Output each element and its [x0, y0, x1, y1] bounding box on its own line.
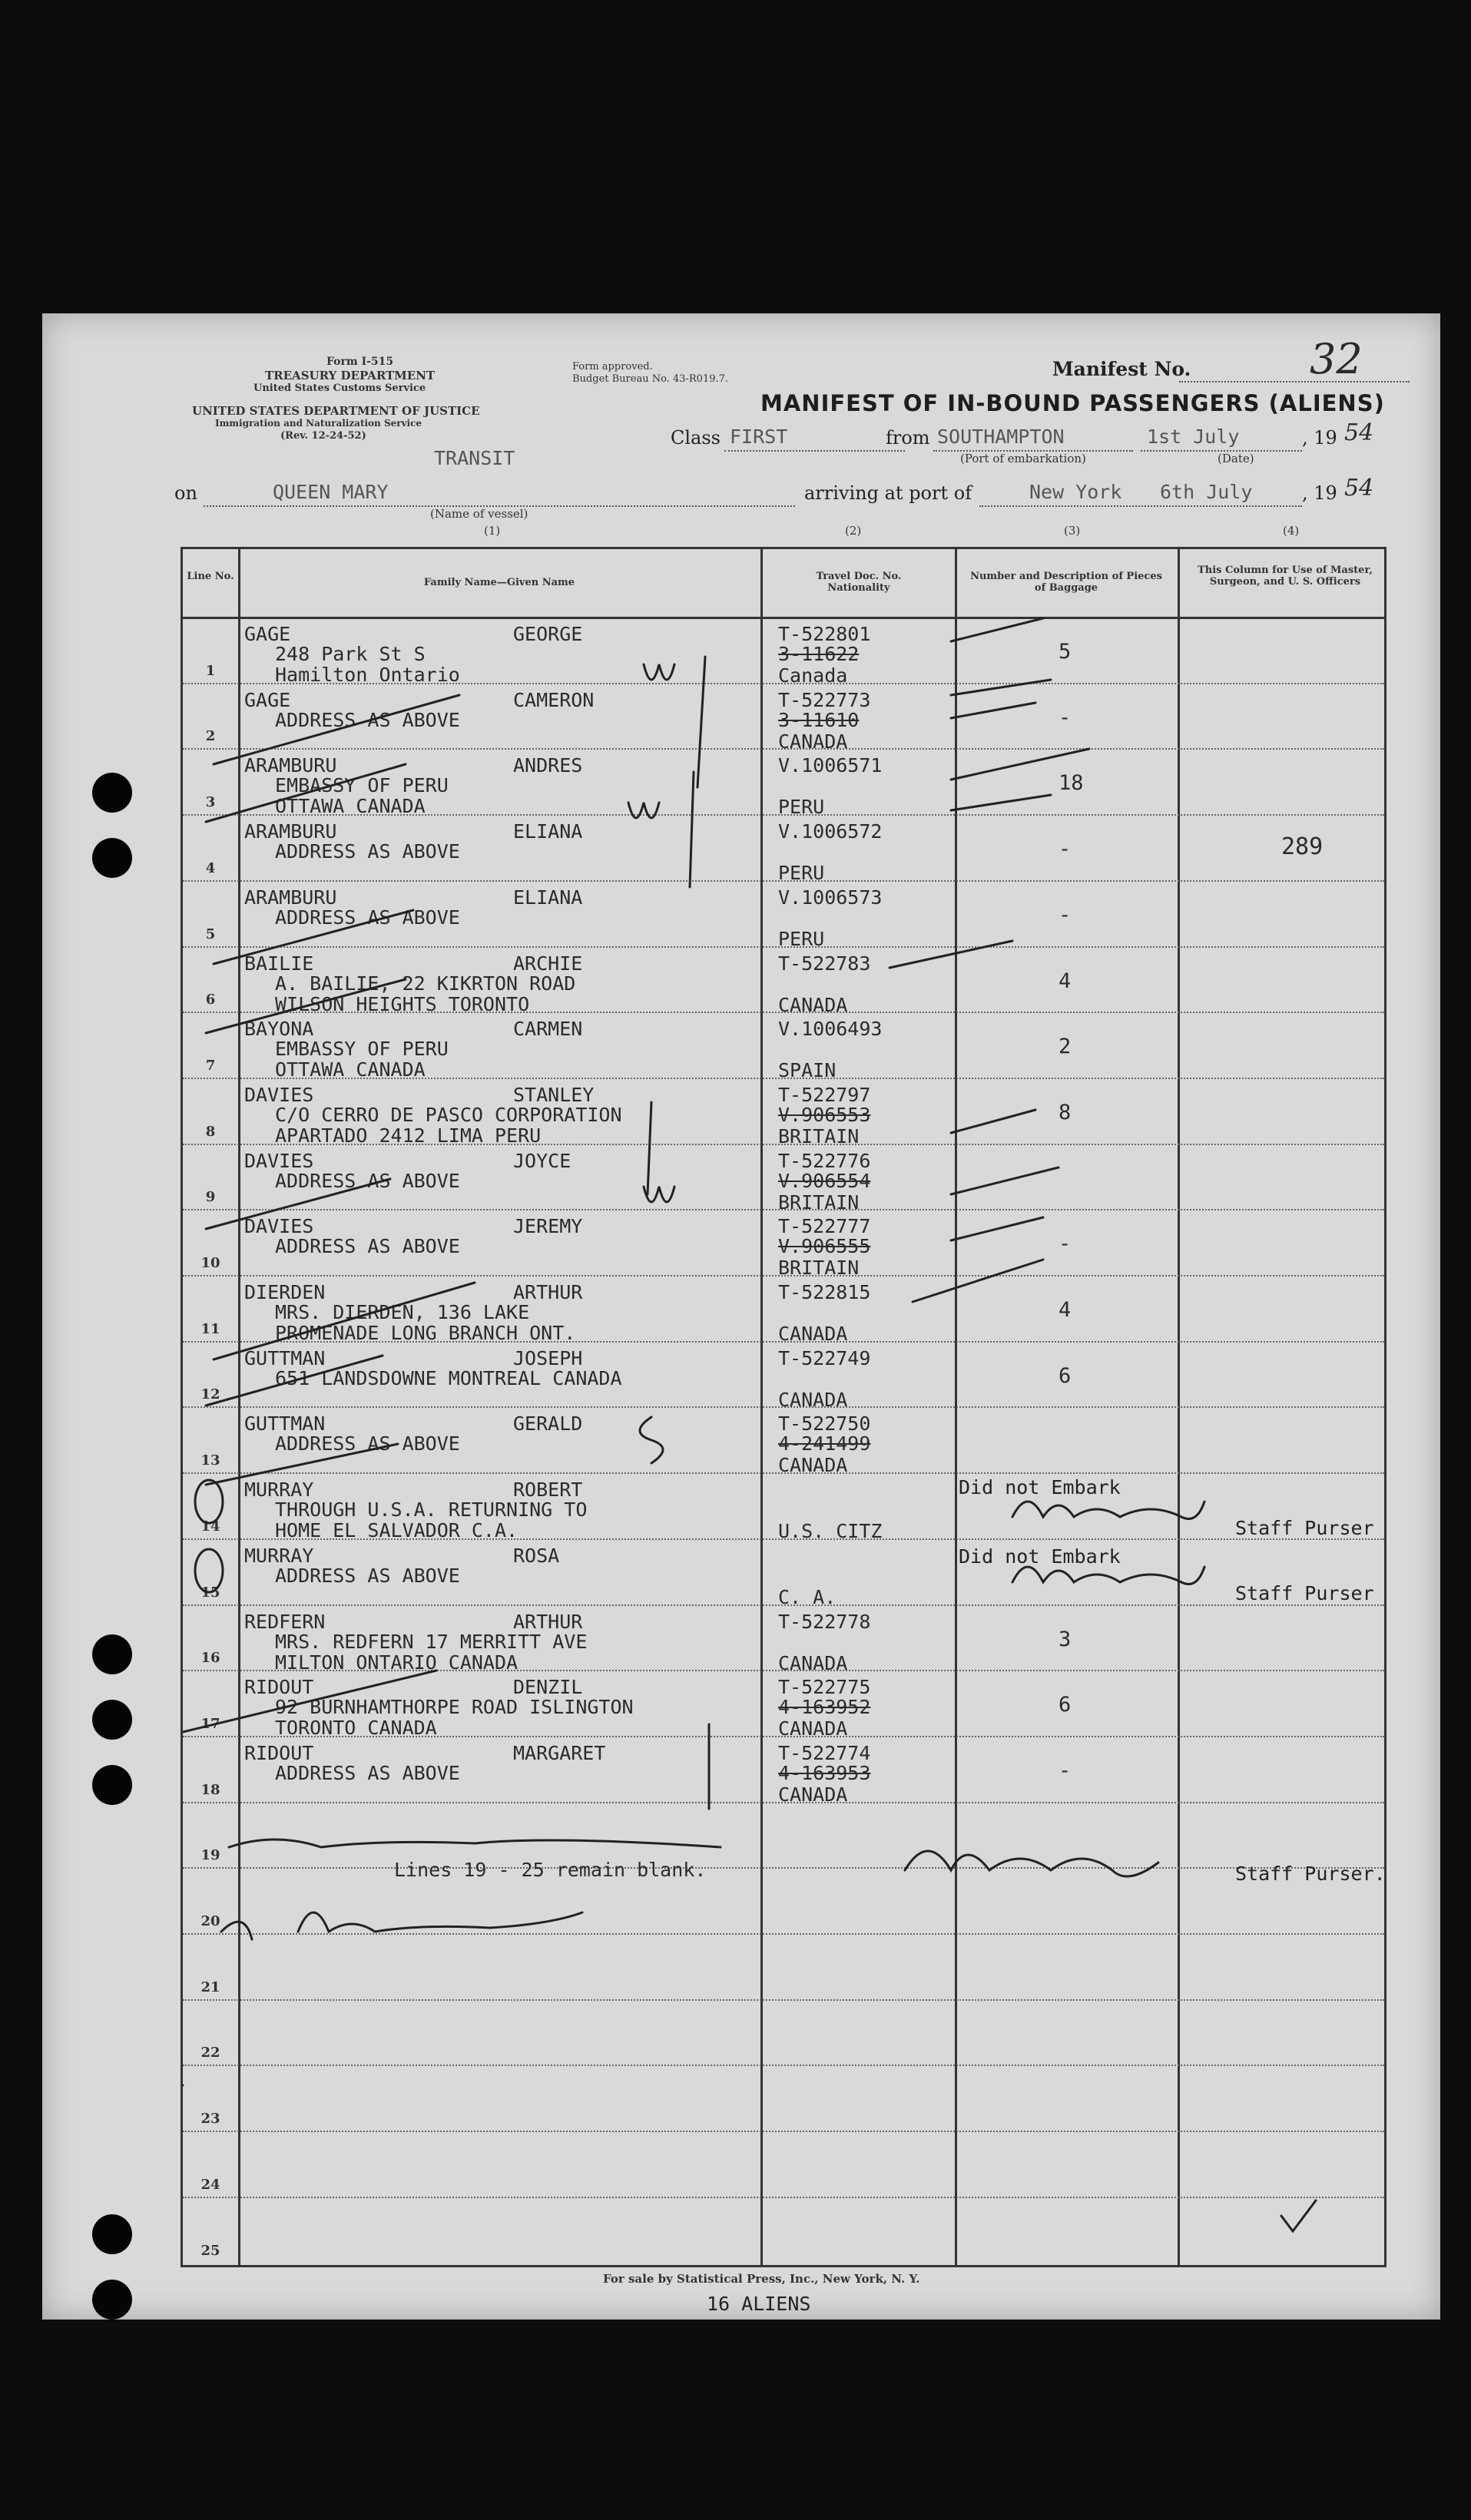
family-name: GUTTMAN — [244, 1412, 326, 1436]
baggage-count: - — [1059, 1232, 1072, 1257]
travel-doc-number: T-522797 — [778, 1083, 871, 1106]
travel-doc-number: T-522774 — [778, 1741, 871, 1764]
handwriting-overlay — [183, 549, 1389, 2270]
baggage-count: 8 — [1059, 1100, 1072, 1124]
vessel-caption: (Name of vessel) — [430, 507, 528, 521]
given-name: ARCHIE — [513, 952, 583, 975]
baggage-tick — [890, 941, 1012, 968]
line-number: 10 — [200, 1255, 220, 1271]
year-from: 54 — [1344, 419, 1374, 446]
header-baggage: Number and Description of Pieces of Baggage — [970, 571, 1162, 594]
address-line: APARTADO 2412 LIMA PERU — [275, 1124, 542, 1147]
nationality: CANADA — [778, 1388, 848, 1411]
staff-purser-label: Staff Purser — [1235, 1517, 1374, 1539]
travel-doc-number: V.1006572 — [778, 820, 883, 843]
signature-thomas — [221, 1912, 582, 1939]
family-name: GUTTMAN — [244, 1346, 326, 1369]
baggage-tick — [951, 703, 1035, 718]
family-name: REDFERN — [244, 1610, 326, 1633]
family-name: BAILIE — [244, 952, 314, 975]
line-number: 2 — [205, 728, 216, 745]
arriving-port: New York — [1029, 481, 1122, 503]
line-number: 7 — [205, 1057, 216, 1074]
address-line: ADDRESS AS ABOVE — [275, 1564, 460, 1587]
travel-doc-secondary: 3-11610 — [778, 708, 860, 731]
given-name: ANDRES — [513, 754, 583, 777]
vertical-stroke — [648, 1102, 651, 1194]
address-line: 248 Park St S — [275, 643, 426, 665]
binder-hole — [92, 1700, 132, 1740]
address-line: THROUGH U.S.A. RETURNING TO — [275, 1498, 588, 1522]
travel-doc-number: T-522775 — [778, 1676, 871, 1699]
address-line: ADDRESS AS ABOVE — [275, 1235, 460, 1258]
travel-doc-number: T-522815 — [778, 1281, 871, 1303]
address-line: Hamilton Ontario — [275, 664, 460, 686]
family-name: MURRAY — [244, 1544, 314, 1567]
tick-stroke — [206, 979, 406, 1033]
given-name: ARTHUR — [513, 1610, 583, 1633]
staff-purser-label: Staff Purser. — [1235, 1863, 1386, 1885]
tick-stroke — [214, 1283, 475, 1359]
address-line: C/O CERRO DE PASCO CORPORATION — [275, 1103, 622, 1126]
header-line-no: Line No. — [187, 571, 234, 582]
line-number: 24 — [200, 2176, 220, 2193]
given-name: STANLEY — [513, 1083, 595, 1106]
form-approved: Form approved. — [572, 361, 653, 373]
travel-doc-number: V.1006493 — [778, 1018, 883, 1041]
signature-bellamy — [1012, 1502, 1204, 1519]
vertical-stroke — [697, 657, 705, 787]
did-not-embark-stamp: Did not Embark — [959, 1476, 1121, 1498]
baggage-tick — [951, 680, 1051, 695]
handwritten-note — [229, 1840, 721, 1847]
baggage-count: 6 — [1059, 1693, 1072, 1717]
travel-doc-number: T-522801 — [778, 623, 871, 645]
tick-stroke — [206, 1444, 398, 1485]
travel-doc-number: T-522749 — [778, 1346, 871, 1369]
given-name: ELIANA — [513, 886, 583, 909]
from-label: from — [886, 427, 930, 449]
tick-stroke — [206, 1356, 383, 1406]
address-line: PROMENADE LONG BRANCH ONT. — [275, 1322, 576, 1344]
line-number: 4 — [205, 859, 216, 876]
justice-dept: UNITED STATES DEPARTMENT OF JUSTICE — [192, 404, 480, 418]
line-number: 12 — [200, 1386, 220, 1403]
check-mark — [1281, 2200, 1316, 2231]
transit-note: TRANSIT — [434, 447, 515, 469]
family-name: GAGE — [244, 688, 291, 711]
form-revision: (Rev. 12-24-52) — [280, 430, 366, 442]
staff-purser-label: Staff Purser — [1235, 1582, 1374, 1604]
line-number: 14 — [200, 1518, 220, 1535]
signature-bellamy — [1012, 1567, 1204, 1585]
travel-doc-number: V.1006573 — [778, 886, 883, 909]
line-number: 22 — [200, 2045, 220, 2061]
baggage-count: 5 — [1059, 640, 1072, 664]
initial-w — [628, 803, 659, 818]
passenger-table — [181, 547, 1387, 2267]
line-number: 3 — [205, 794, 216, 811]
address-line: MILTON ONTARIO CANADA — [275, 1651, 518, 1674]
baggage-count: - — [1059, 902, 1072, 927]
address-line: ADDRESS AS ABOVE — [275, 1169, 460, 1192]
signature-bellamy — [905, 1851, 1158, 1876]
line-number: 9 — [205, 1189, 216, 1206]
circle-mark — [195, 1480, 223, 1523]
line-number: 13 — [200, 1452, 220, 1469]
travel-doc-secondary: 4-241499 — [778, 1432, 871, 1455]
line-number: 8 — [205, 1123, 216, 1140]
lines-blank-note: Lines 19 - 25 remain blank. — [394, 1859, 707, 1881]
address-line: EMBASSY OF PERU — [275, 774, 449, 797]
baggage-tick — [951, 618, 1043, 641]
nationality: CANADA — [778, 1454, 848, 1477]
address-line: OTTAWA CANADA — [275, 1058, 426, 1081]
nationality: BRITAIN — [778, 1190, 860, 1214]
travel-doc-secondary: 4-163952 — [778, 1696, 871, 1719]
address-line: HOME EL SALVADOR C.A. — [275, 1519, 518, 1542]
address-line: ADDRESS AS ABOVE — [275, 708, 460, 731]
line-number: 23 — [200, 2111, 220, 2128]
line-number: 15 — [200, 1584, 220, 1601]
travel-doc-number: T-522773 — [778, 688, 871, 711]
baggage-tick — [951, 749, 1089, 780]
baggage-tick — [951, 795, 1051, 810]
col-number-3: (3) — [1064, 524, 1081, 538]
family-name: DAVIES — [244, 1215, 314, 1238]
col-number-4: (4) — [1283, 524, 1300, 538]
class-line — [724, 450, 905, 452]
nationality: CANADA — [778, 730, 848, 753]
footer-alien-count: 16 ALIENS — [707, 2293, 811, 2315]
family-name: RIDOUT — [244, 1741, 314, 1764]
binder-hole — [92, 1765, 132, 1805]
manifest-title: MANIFEST OF IN-BOUND PASSENGERS (ALIENS) — [760, 390, 1385, 416]
manifest-label: Manifest No. — [1052, 358, 1191, 380]
nationality: CANADA — [778, 1323, 848, 1345]
nationality: CANADA — [778, 1783, 848, 1806]
given-name: DENZIL — [513, 1676, 583, 1699]
header-travel-doc: Travel Doc. No. Nationality — [816, 571, 902, 594]
arriving-label: arriving at port of — [804, 482, 972, 504]
baggage-count: - — [1059, 1758, 1072, 1783]
nationality: PERU — [778, 862, 825, 885]
baggage-count: - — [1059, 705, 1072, 730]
line-number: 1 — [205, 662, 216, 679]
address-line: 92 BURNHAMTHORPE ROAD ISLINGTON — [275, 1696, 634, 1719]
tick-stroke — [183, 1671, 436, 1732]
ins: Immigration and Naturalization Service — [215, 418, 422, 429]
address-line: A. BAILIE, 22 KIKRTON ROAD — [275, 972, 576, 995]
given-name: JOSEPH — [513, 1346, 583, 1369]
officer-note: 289 — [1281, 833, 1324, 860]
nationality: PERU — [778, 796, 825, 819]
line-number: 18 — [200, 1781, 220, 1798]
travel-doc-secondary: 4-163953 — [778, 1761, 871, 1784]
year-to: 54 — [1344, 475, 1374, 502]
line-number: 11 — [200, 1320, 220, 1337]
address-line: EMBASSY OF PERU — [275, 1038, 449, 1061]
line-number: 5 — [205, 926, 216, 942]
travel-doc-secondary: V.906555 — [778, 1235, 871, 1258]
binder-hole — [92, 773, 132, 813]
baggage-count: 18 — [1059, 771, 1084, 796]
given-name: JOYCE — [513, 1149, 572, 1172]
nationality: BRITAIN — [778, 1124, 860, 1147]
travel-doc-number: T-522777 — [778, 1215, 871, 1238]
address-line: OTTAWA CANADA — [275, 795, 426, 818]
baggage-tick — [913, 1260, 1043, 1302]
address-line: ADDRESS AS ABOVE — [275, 1761, 460, 1784]
given-name: ROBERT — [513, 1479, 583, 1502]
address-line: ADDRESS AS ABOVE — [275, 1432, 460, 1455]
family-name: RIDOUT — [244, 1676, 314, 1699]
family-name: MURRAY — [244, 1479, 314, 1502]
nationality: BRITAIN — [778, 1257, 860, 1280]
family-name: ARAMBURU — [244, 886, 337, 909]
family-name: BAYONA — [244, 1018, 314, 1041]
address-line: MRS. DIERDEN, 136 LAKE — [275, 1301, 530, 1323]
address-line: ADDRESS AS ABOVE — [275, 906, 460, 929]
nationality: SPAIN — [778, 1059, 837, 1082]
vessel-name: QUEEN MARY — [273, 481, 389, 503]
travel-doc-secondary: 3-11622 — [778, 643, 860, 665]
given-name: GEORGE — [513, 623, 583, 645]
header-name: Family Name—Given Name — [423, 577, 575, 588]
year-label: , 19 — [1302, 427, 1337, 449]
line-number: 21 — [200, 1979, 220, 1995]
line-number: 17 — [200, 1715, 220, 1732]
address-line: WILSON HEIGHTS TORONTO — [275, 992, 530, 1015]
from-value: SOUTHAMPTON — [937, 426, 1065, 448]
form-number: Form I-515 — [326, 356, 394, 368]
line-number: 19 — [200, 1847, 220, 1864]
address-line: TORONTO CANADA — [275, 1717, 437, 1740]
header-officers: This Column for Use of Master, Surgeon, and U. S. Officers — [1198, 565, 1373, 588]
baggage-tick — [951, 1217, 1043, 1240]
travel-doc-number: T-522778 — [778, 1610, 871, 1633]
baggage-count: 2 — [1059, 1035, 1072, 1059]
travel-doc-number: T-522783 — [778, 952, 871, 975]
family-name: GAGE — [244, 623, 291, 645]
date-caption: (Date) — [1218, 452, 1254, 465]
given-name: MARGARET — [513, 1741, 606, 1764]
nationality: CANADA — [778, 1651, 848, 1674]
year-label-2: , 19 — [1302, 482, 1337, 504]
port-caption: (Port of embarkation) — [960, 452, 1086, 465]
customs-service: United States Customs Service — [253, 382, 426, 394]
manifest-number: 32 — [1310, 335, 1363, 383]
travel-doc-number: T-522776 — [778, 1149, 871, 1172]
address-line: 651 LANDSDOWNE MONTREAL CANADA — [275, 1366, 622, 1389]
family-name: DAVIES — [244, 1083, 314, 1106]
binder-hole — [92, 2214, 132, 2254]
given-name: ELIANA — [513, 820, 583, 843]
initial-s — [640, 1417, 663, 1463]
nationality: PERU — [778, 927, 825, 950]
family-name: ARAMBURU — [244, 820, 337, 843]
col-number-1: (1) — [484, 524, 501, 538]
arriving-line — [979, 505, 1302, 507]
travel-doc-number: T-522750 — [778, 1412, 871, 1436]
family-name: DAVIES — [244, 1149, 314, 1172]
family-name: ARAMBURU — [244, 754, 337, 777]
initial-w — [644, 664, 674, 680]
col-number-2: (2) — [845, 524, 862, 538]
class-label: Class — [671, 427, 721, 449]
on-label: on — [174, 482, 197, 504]
line-number: 6 — [205, 992, 216, 1008]
manifest-no-line — [1179, 381, 1410, 382]
binder-hole — [92, 838, 132, 878]
given-name: CAMERON — [513, 688, 595, 711]
given-name: ARTHUR — [513, 1281, 583, 1303]
baggage-count: - — [1059, 837, 1072, 862]
arriving-date: 6th July — [1160, 481, 1253, 503]
given-name: CARMEN — [513, 1018, 583, 1041]
baggage-tick — [951, 1167, 1059, 1194]
nationality: C. A. — [778, 1585, 837, 1608]
baggage-count: 4 — [1059, 1298, 1072, 1322]
address-line: ADDRESS AS ABOVE — [275, 840, 460, 863]
class-value: FIRST — [730, 426, 788, 448]
treasury-dept: TREASURY DEPARTMENT — [265, 369, 436, 382]
binder-hole — [92, 1634, 132, 1674]
line-number: 16 — [200, 1650, 220, 1667]
line-number: 25 — [200, 2242, 220, 2259]
footer-printer: For sale by Statistical Press, Inc., New York, N. Y. — [603, 2272, 920, 2286]
line-number: 20 — [200, 1913, 220, 1929]
given-name: GERALD — [513, 1412, 583, 1436]
travel-doc-secondary: V.906553 — [778, 1103, 871, 1126]
baggage-tick — [951, 1110, 1035, 1133]
tick-stroke — [206, 1179, 390, 1229]
vertical-stroke — [690, 772, 694, 887]
travel-doc-number: V.1006571 — [778, 754, 883, 777]
address-line: MRS. REDFERN 17 MERRITT AVE — [275, 1630, 588, 1653]
travel-doc-secondary: V.906554 — [778, 1169, 871, 1192]
family-name: DIERDEN — [244, 1281, 326, 1303]
circle-mark — [195, 1549, 223, 1592]
tick-stroke — [206, 764, 406, 822]
nationality: U.S. CITZ — [778, 1520, 883, 1543]
baggage-count: 6 — [1059, 1363, 1072, 1388]
date-from: 1st July — [1147, 426, 1240, 448]
budget-bureau: Budget Bureau No. 43-R019.7. — [572, 373, 729, 385]
nationality: Canada — [778, 664, 848, 687]
baggage-count: 4 — [1059, 969, 1072, 993]
did-not-embark-stamp: Did not Embark — [959, 1545, 1121, 1568]
given-name: ROSA — [513, 1544, 560, 1567]
baggage-count: 3 — [1059, 1627, 1072, 1651]
nationality: CANADA — [778, 1717, 848, 1740]
nationality: CANADA — [778, 993, 848, 1016]
given-name: JEREMY — [513, 1215, 583, 1238]
tick-stroke — [214, 910, 413, 964]
tick-stroke — [214, 695, 459, 764]
binder-hole — [92, 2280, 132, 2320]
